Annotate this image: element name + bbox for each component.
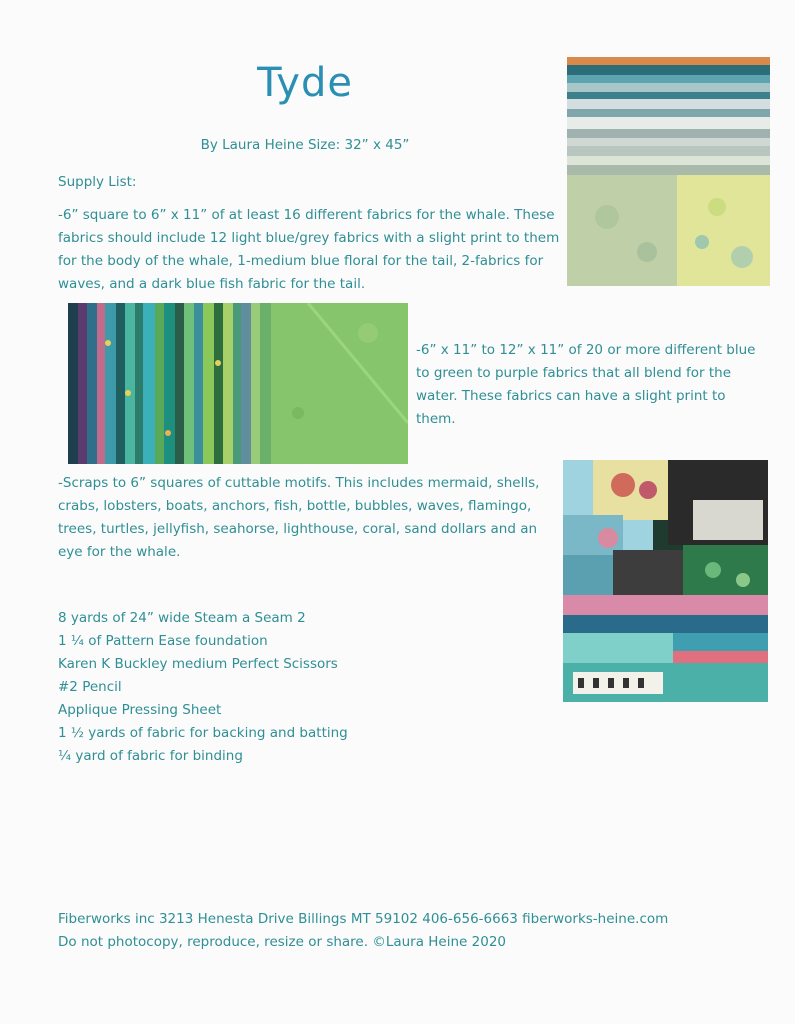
water-fabrics-photo [68,303,408,464]
footer [58,908,758,954]
motif-scraps-paragraph: -Scraps to 6” squares of cuttable motifs. This includes mermaid, shells, crabs, lobsters, boats, anchors, fish, bottle, bubbles, waves, flamingo, trees, turtles, jellyfish, seahorse, lighthouse, coral, sand dollars and an eye for the whale. [58,475,540,560]
author-size-line: By Laura Heine Size: 32” x 45” [200,137,410,153]
page-title: Tyde [257,60,353,106]
list-item: 1 ¼ of Pattern Ease foundation [58,633,268,649]
footer-contact-line: Fiberworks inc 3213 Henesta Drive Billings MT 59102 406-656-6663 fiberworks-heine.com [58,911,669,927]
list-item: Applique Pressing Sheet [58,702,222,718]
list-item: ¼ yard of fabric for binding [58,748,243,764]
whale-fabrics-paragraph: -6” square to 6” x 11” of at least 16 different fabrics for the whale. These fabrics should include 12 light blue/grey fabrics with a slight print to them for the body of the whale, 1-medium blue floral for the tail, 2-fabrics for waves, and a dark blue fish fabric for the tail. [58,207,560,292]
motif-scraps-photo [563,460,768,702]
list-item: 1 ½ yards of fabric for backing and batting [58,725,348,741]
supply-items-list [58,607,478,768]
whale-fabrics-photo [567,57,770,286]
supply-list-heading: Supply List: [58,174,137,190]
list-item: Karen K Buckley medium Perfect Scissors [58,656,338,672]
footer-copyright-line: Do not photocopy, reproduce, resize or share. ©Laura Heine 2020 [58,934,506,950]
water-fabrics-paragraph: -6” x 11” to 12” x 11” of 20 or more different blue to green to purple fabrics that all blend for the water. These fabrics can have a slight print to them. [416,342,756,427]
list-item: 8 yards of 24” wide Steam a Seam 2 [58,610,306,626]
list-item: #2 Pencil [58,679,122,695]
